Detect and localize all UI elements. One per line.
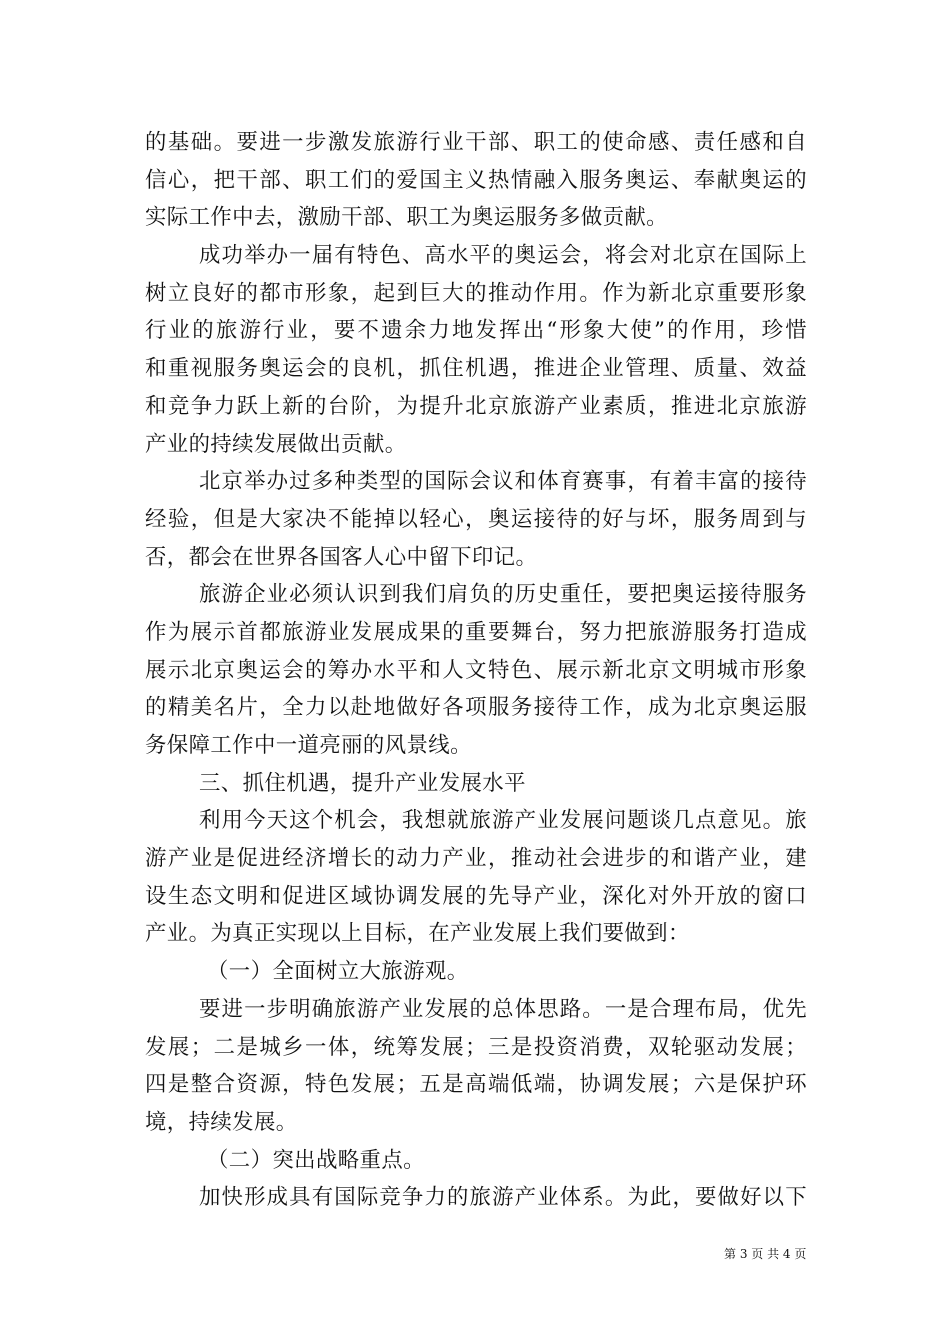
text-line: （一）全面树立大旅游观。 xyxy=(207,959,469,985)
document-body xyxy=(145,124,807,1217)
text-line: 的精美名片，全力以赴地做好各项服务接待工作，成为北京奥运服 xyxy=(145,695,807,721)
text-line: 加快形成具有国际竞争力的旅游产业体系。为此，要做好以下 xyxy=(199,1185,807,1211)
text-line: 行业的旅游行业，要不遗余力地发挥出“形象大使”的作用，珍惜 xyxy=(145,318,807,344)
text-line: 实际工作中去，激励干部、职工为奥运服务多做贡献。 xyxy=(145,205,668,231)
text-line: 务保障工作中一道亮丽的风景线。 xyxy=(145,733,472,758)
text-line: 经验，但是大家决不能掉以轻心，奥运接待的好与坏，服务周到与 xyxy=(145,506,807,532)
text-line: 旅游企业必须认识到我们肩负的历史重任，要把奥运接待服务 xyxy=(199,582,807,608)
text-line: 产业。为真正实现以上目标，在产业发展上我们要做到： xyxy=(145,921,690,947)
text-line: 游产业是促进经济增长的动力产业，推动社会进步的和谐产业，建 xyxy=(145,846,807,872)
text-line: 树立良好的都市形象，起到巨大的推动作用。作为新北京重要形象 xyxy=(145,280,807,306)
text-line: 否，都会在世界各国客人心中留下印记。 xyxy=(145,544,538,570)
text-line: 产业的持续发展做出贡献。 xyxy=(145,431,407,457)
text-line: 的基础。要进一步激发旅游行业干部、职工的使命感、责任感和自 xyxy=(145,130,807,155)
page-number-footer: 第 3 页 共 4 页 xyxy=(724,1247,807,1261)
text-line: 信心，把干部、职工们的爱国主义热情融入服务奥运、奉献奥运的 xyxy=(145,167,807,193)
text-line: 和竞争力跃上新的台阶，为提升北京旅游产业素质，推进北京旅游 xyxy=(145,393,807,419)
text-line: 北京举办过多种类型的国际会议和体育赛事，有着丰富的接待 xyxy=(199,469,807,495)
text-line: 四是整合资源，特色发展；五是高端低端，协调发展；六是保护环 xyxy=(145,1072,807,1098)
text-line: 三、抓住机遇，提升产业发展水平 xyxy=(199,770,526,796)
text-line: 设生态文明和促进区域协调发展的先导产业，深化对外开放的窗口 xyxy=(145,883,807,909)
text-line: 作为展示首都旅游业发展成果的重要舞台，努力把旅游服务打造成 xyxy=(145,619,807,645)
text-line: 成功举办一届有特色、高水平的奥运会，将会对北京在国际上 xyxy=(199,243,807,269)
text-line: 展示北京奥运会的筹办水平和人文特色、展示新北京文明城市形象 xyxy=(145,657,807,683)
text-line: （二）突出战略重点。 xyxy=(207,1147,425,1173)
text-line: 要进一步明确旅游产业发展的总体思路。一是合理布局，优先 xyxy=(199,996,807,1022)
text-line: 利用今天这个机会，我想就旅游产业发展问题谈几点意见。旅 xyxy=(199,808,807,834)
text-line: 和重视服务奥运会的良机，抓住机遇，推进企业管理、质量、效益 xyxy=(145,356,807,382)
text-line: 境，持续发展。 xyxy=(145,1109,298,1135)
text-line: 发展；二是城乡一体，统筹发展；三是投资消费，双轮驱动发展； xyxy=(145,1034,807,1060)
